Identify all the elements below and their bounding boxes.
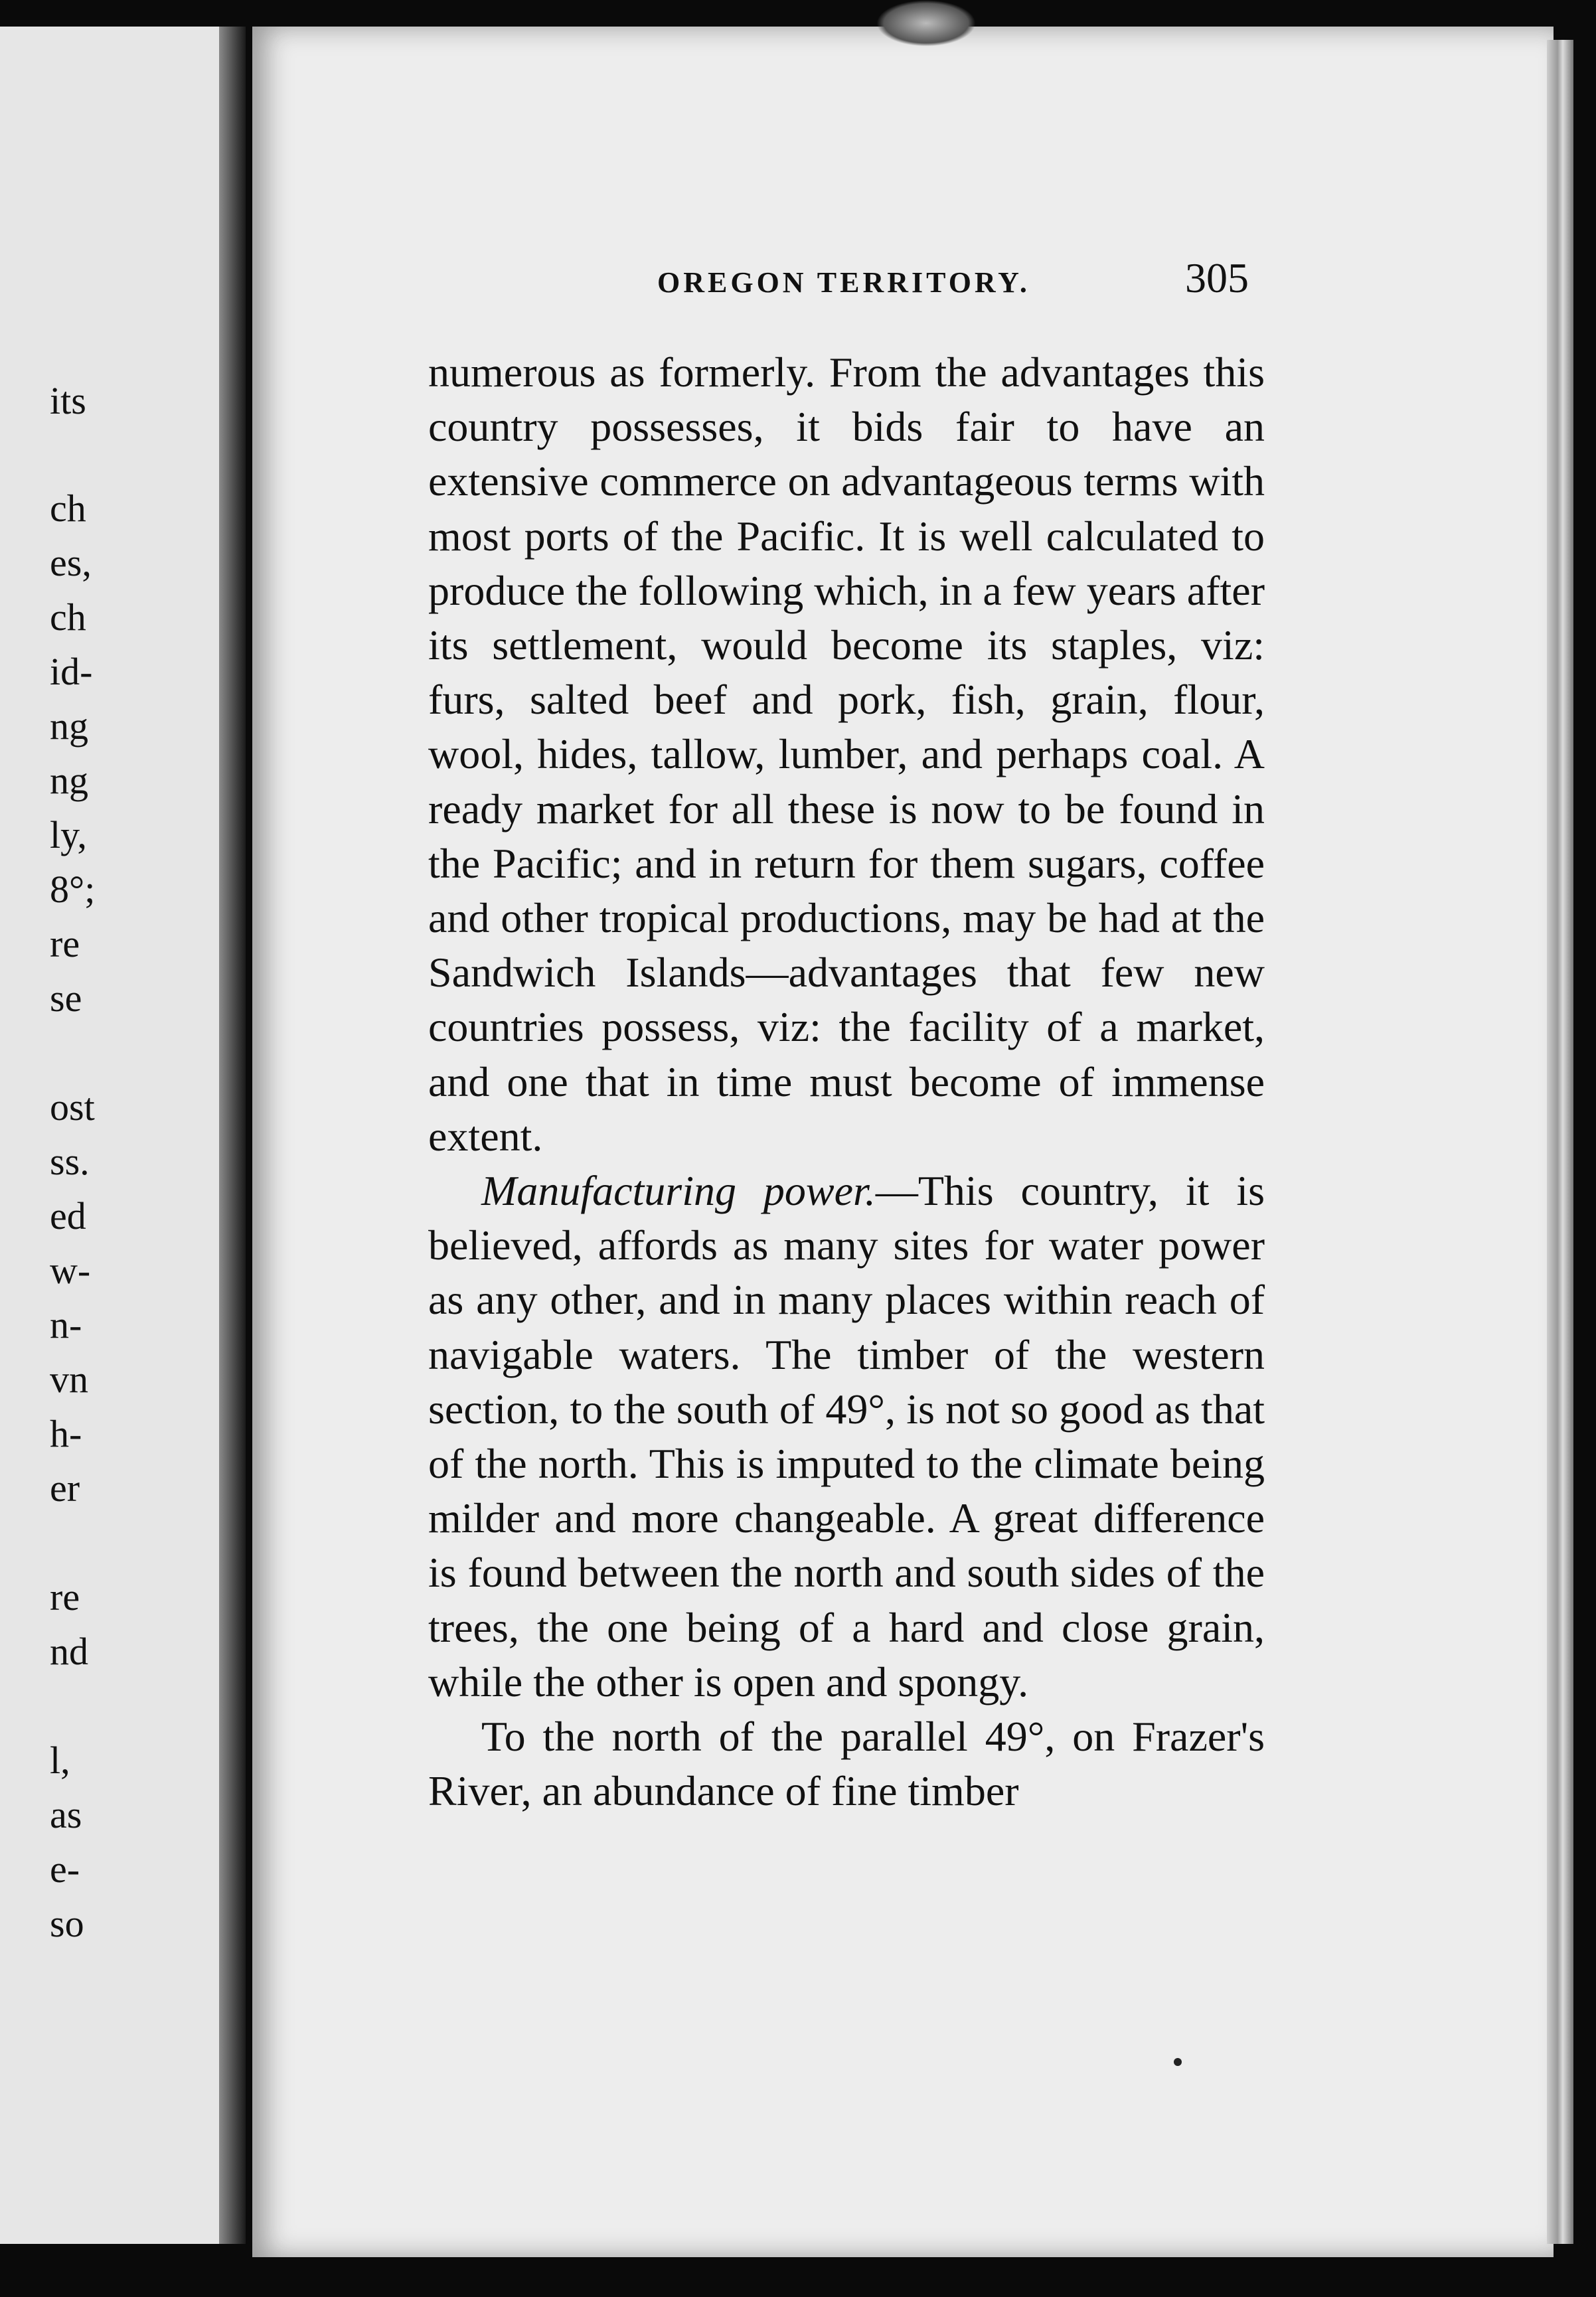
left-fragment: so <box>50 1902 84 1945</box>
left-fragment: e- <box>50 1848 80 1891</box>
paragraph-1: numerous as formerly. From the advantages this country possesses, it bids fair to have an extensive commerce on advantageous terms with most ports of the Pacific. It is well calculated to produce the following which, in a few years after its settlement, would become its staples, viz: furs, salted beef and pork, fish, grain, flour, wool, hides, tallow, lumber, and perhaps coal. A ready market for all these is now to be found in the Pacific; and in return for them sugars, coffee and other tropical productions, may be had at the Sandwich Islands—advantages that few new countries possess, viz: the facility of a market, and one that in time must become of immense extent. <box>428 349 1265 1160</box>
body-text <box>428 345 1265 1818</box>
paragraph-3: To the north of the parallel 49°, on Frazer's River, an abundance of fine timber <box>428 1713 1265 1815</box>
left-fragment: ed <box>50 1194 86 1237</box>
left-fragment: 8°; <box>50 868 96 911</box>
left-fragment: ch <box>50 595 86 639</box>
left-fragment: nd <box>50 1630 88 1673</box>
paragraph-2 <box>428 1164 1265 1709</box>
left-fragment: ss. <box>50 1140 90 1183</box>
ink-dot <box>1174 2058 1182 2066</box>
left-fragment: ng <box>50 759 88 802</box>
page-number: 305 <box>1185 254 1249 301</box>
section-heading: Manufacturing power. <box>481 1167 876 1215</box>
left-page <box>0 27 233 2244</box>
left-fragment: er <box>50 1466 80 1510</box>
left-fragment: n- <box>50 1303 82 1346</box>
left-fragment: ng <box>50 704 88 748</box>
left-fragment: id- <box>50 650 93 693</box>
left-fragment: ly, <box>50 813 87 856</box>
left-fragment: l, <box>50 1739 70 1782</box>
page-edge <box>1547 40 1573 2244</box>
left-fragment: se <box>50 977 82 1020</box>
running-title: OREGON TERRITORY. <box>657 266 1030 299</box>
left-fragment: re <box>50 922 80 965</box>
paper-tear <box>876 0 976 46</box>
left-fragment: vn <box>50 1358 88 1401</box>
paragraph-2-text: —This country, it is believed, affords as many sites for water power as any other, and in many places within reach of navigable waters. The timber of the western section, to the south of 49°, is not so good as that of the north. This is imputed to the climate being milder and more changeable. A great difference is found between the north and south sides of the trees, the one being of a hard and close grain, while the other is open and spongy. <box>428 1167 1265 1705</box>
left-fragment: h- <box>50 1412 82 1455</box>
book-gutter <box>219 27 246 2244</box>
left-fragment: as <box>50 1793 82 1836</box>
left-page-fragments <box>0 27 229 2244</box>
left-fragment: es, <box>50 541 92 584</box>
left-fragment: ch <box>50 487 86 530</box>
left-fragment: w- <box>50 1249 91 1292</box>
left-fragment: re <box>50 1575 80 1619</box>
left-fragment: ost <box>50 1085 95 1129</box>
left-fragment: its <box>50 379 86 422</box>
